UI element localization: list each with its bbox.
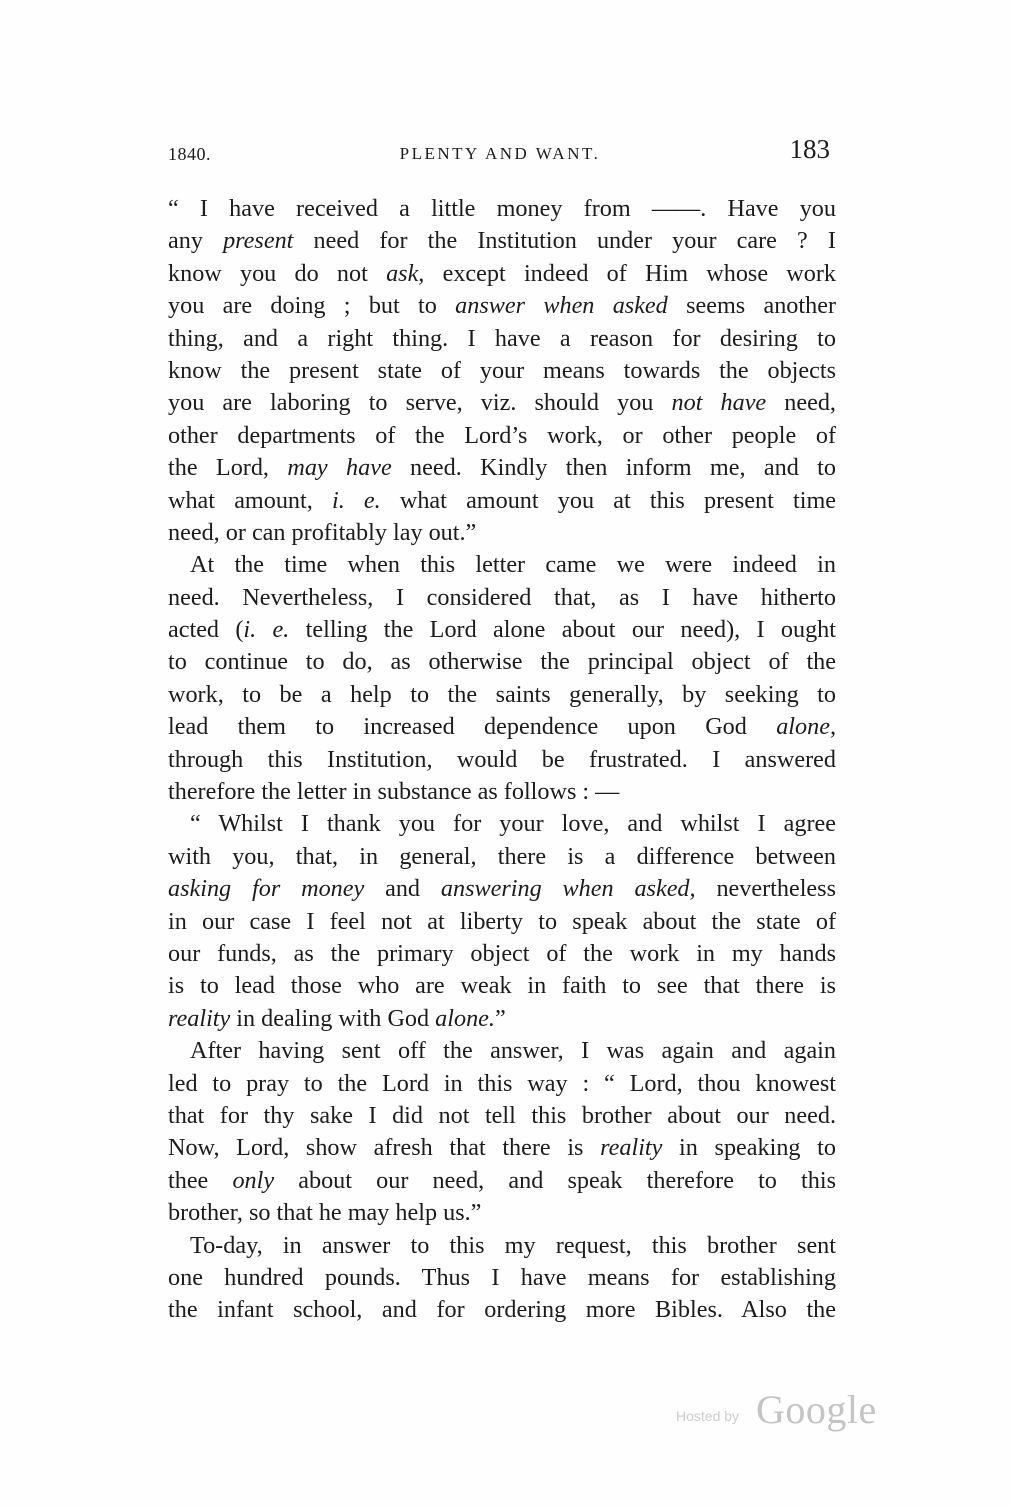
text-line: [168, 679, 836, 711]
italic-text: alone.: [435, 1004, 495, 1032]
italic-text: i. e.: [331, 486, 381, 514]
text-line: [168, 873, 836, 905]
google-logo: Google: [756, 1387, 877, 1432]
hosted-by-google-watermark: [676, 1387, 886, 1434]
hosted-by-label: Hosted by: [676, 1408, 740, 1424]
italic-text: alone,: [776, 713, 836, 741]
text-segment: need, or can profitably lay out.”: [168, 518, 477, 546]
text-line: [168, 485, 836, 517]
text-line: [168, 906, 836, 938]
text-segment: To-day, in answer to this my request, this brother sent: [190, 1231, 836, 1259]
text-segment: thee: [168, 1166, 233, 1194]
text-line: [168, 355, 836, 387]
text-segment: you are laboring to serve, viz. should you: [168, 389, 672, 417]
running-header: [168, 134, 832, 170]
text-segment: need,: [766, 389, 836, 417]
text-line: [168, 970, 836, 1002]
italic-text: not have: [671, 389, 767, 417]
text-line: [168, 646, 836, 678]
text-segment: know the present state of your means towards the objects: [168, 356, 836, 384]
text-line: [168, 1132, 836, 1164]
italic-text: answer when asked: [455, 292, 668, 320]
text-segment: the infant school, and for ordering more Bibles. Also the: [168, 1296, 836, 1324]
text-segment: to continue to do, as otherwise the principal object of the: [168, 648, 836, 676]
text-segment: need for the Institution under your care ? I: [293, 227, 836, 255]
text-segment: ”: [494, 1004, 506, 1032]
italic-text: asking for money: [168, 875, 365, 903]
text-segment: nevertheless: [695, 875, 836, 903]
text-segment: the Lord,: [168, 454, 288, 482]
text-segment: our funds, as the primary object of the work in my hands: [168, 939, 836, 967]
text-segment: “ Whilst I thank you for your love, and whilst I agree: [190, 810, 836, 838]
text-segment: need. Kindly then inform me, and to: [391, 454, 836, 482]
text-segment: After having sent off the answer, I was again and again: [190, 1037, 836, 1065]
text-segment: what amount you at this present time: [380, 486, 836, 514]
text-line: [168, 744, 836, 776]
italic-text: only: [232, 1166, 275, 1194]
header-year: 1840.: [168, 144, 211, 164]
text-segment: work, to be a help to the saints generally, by seeking to: [168, 680, 836, 708]
text-line: [168, 1165, 836, 1197]
text-line: [168, 1100, 836, 1132]
text-line: [168, 258, 836, 290]
text-line: [168, 420, 836, 452]
text-line: [168, 1035, 836, 1067]
italic-text: reality: [168, 1004, 231, 1032]
text-segment: Now, Lord, show afresh that there is: [168, 1134, 601, 1162]
text-segment: At the time when this letter came we were indeed in: [190, 551, 836, 579]
text-segment: one hundred pounds. Thus I have means for establishing: [168, 1263, 836, 1291]
text-line: [168, 614, 836, 646]
italic-text: answering when asked,: [440, 875, 696, 903]
italic-text: reality: [600, 1134, 663, 1162]
text-line: [168, 1068, 836, 1100]
text-segment: about our need, and speak therefore to this: [274, 1166, 836, 1194]
text-segment: acted (: [168, 616, 244, 644]
text-line: [168, 582, 836, 614]
text-segment: in our case I feel not at liberty to speak about the state of: [168, 907, 836, 935]
text-segment: thing, and a right thing. I have a reason for desiring to: [168, 324, 836, 352]
text-line: [168, 841, 836, 873]
text-segment: and: [364, 875, 441, 903]
text-line: [168, 1262, 836, 1294]
italic-text: present: [223, 227, 294, 255]
text-line: [168, 776, 836, 808]
text-segment: with you, that, in general, there is a difference between: [168, 842, 836, 870]
text-segment: that for thy sake I did not tell this brother about our need.: [168, 1101, 836, 1129]
body-text: [168, 193, 836, 1327]
text-segment: lead them to increased dependence upon God: [168, 713, 777, 741]
text-segment: telling the Lord alone about our need), I ought: [289, 616, 836, 644]
text-segment: in dealing with God: [230, 1004, 436, 1032]
text-segment: you are doing ; but to: [168, 292, 456, 320]
text-line: [168, 711, 836, 743]
text-segment: what amount,: [168, 486, 332, 514]
text-line: [168, 225, 836, 257]
italic-text: may have: [287, 454, 392, 482]
text-line: [168, 549, 836, 581]
text-segment: in speaking to: [662, 1134, 836, 1162]
text-line: [168, 808, 836, 840]
text-line: [168, 1230, 836, 1262]
text-segment: seems another: [667, 292, 837, 320]
text-line: [168, 1294, 836, 1326]
italic-text: i. e.: [243, 616, 290, 644]
running-title: PLENTY AND WANT.: [399, 144, 601, 163]
text-segment: therefore the letter in substance as follows : —: [168, 778, 620, 806]
text-segment: any: [168, 227, 224, 255]
text-segment: brother, so that he may help us.”: [168, 1199, 482, 1227]
text-segment: need. Nevertheless, I considered that, as I have hitherto: [168, 583, 836, 611]
text-line: [168, 1003, 836, 1035]
text-line: [168, 323, 836, 355]
text-line: [168, 452, 836, 484]
text-segment: led to pray to the Lord in this way : “ Lord, thou knowest: [168, 1069, 836, 1097]
text-segment: know you do not: [168, 259, 387, 287]
text-line: [168, 387, 836, 419]
italic-text: ask,: [386, 259, 425, 287]
text-line: [168, 1197, 836, 1229]
text-segment: is to lead those who are weak in faith to see that there is: [168, 972, 836, 1000]
text-line: [168, 938, 836, 970]
text-line: [168, 517, 836, 549]
text-segment: “ I have received a little money from ——. Have you: [168, 195, 836, 222]
text-segment: through this Institution, would be frustrated. I answered: [168, 745, 836, 773]
text-segment: other departments of the Lord’s work, or other people of: [168, 421, 836, 449]
text-line: [168, 290, 836, 322]
page-number: 183: [789, 134, 830, 164]
text-segment: except indeed of Him whose work: [424, 259, 837, 287]
text-line: [168, 193, 836, 225]
